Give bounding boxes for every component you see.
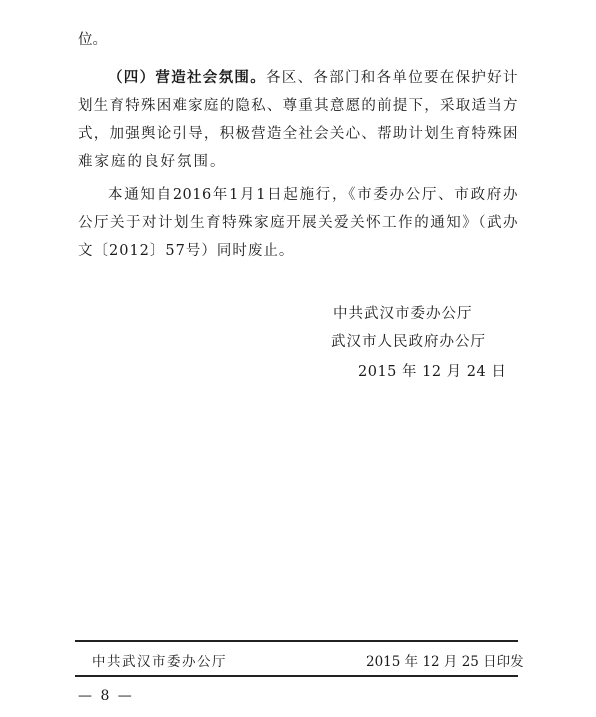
footer-bottom-rule: [75, 675, 518, 677]
body-text-line: 式，加强舆论引导，积极营造全社会关心、帮助计划生育特殊困: [78, 126, 518, 142]
paragraph-five-line: 本通知自2016年1月1日起施行，《市委办公厅、市政府办: [108, 187, 518, 203]
page-number: — 8 —: [78, 688, 134, 704]
body-text-line: 划生育特殊困难家庭的隐私、尊重其意愿的前提下，采取适当方: [78, 98, 518, 114]
paragraph-four-line: [108, 68, 518, 88]
signature-date: 2015 年 12 月 24 日: [358, 364, 507, 380]
body-text-line: 位。: [78, 32, 107, 48]
footer-issuer: 中共武汉市委办公厅: [92, 654, 227, 670]
body-text-line: 公厅关于对计划生育特殊家庭开展关爱关怀工作的通知》（武办: [78, 215, 518, 231]
signature-org-government: 武汉市人民政府办公厅: [331, 334, 486, 350]
footer-print-date: 2015 年 12 月 25 日印发: [366, 654, 524, 670]
paragraph-four-text: 各区、各部门和各单位要在保护好计: [266, 70, 518, 86]
footer-top-rule: [75, 640, 518, 642]
signature-org-party: 中共武汉市委办公厅: [333, 306, 473, 322]
body-text-line: 难家庭的良好氛围。: [78, 154, 227, 170]
body-text-line: 文〔2012〕57号）同时废止。: [78, 243, 295, 259]
paragraph-four-heading: （四）营造社会氛围。: [108, 70, 266, 86]
